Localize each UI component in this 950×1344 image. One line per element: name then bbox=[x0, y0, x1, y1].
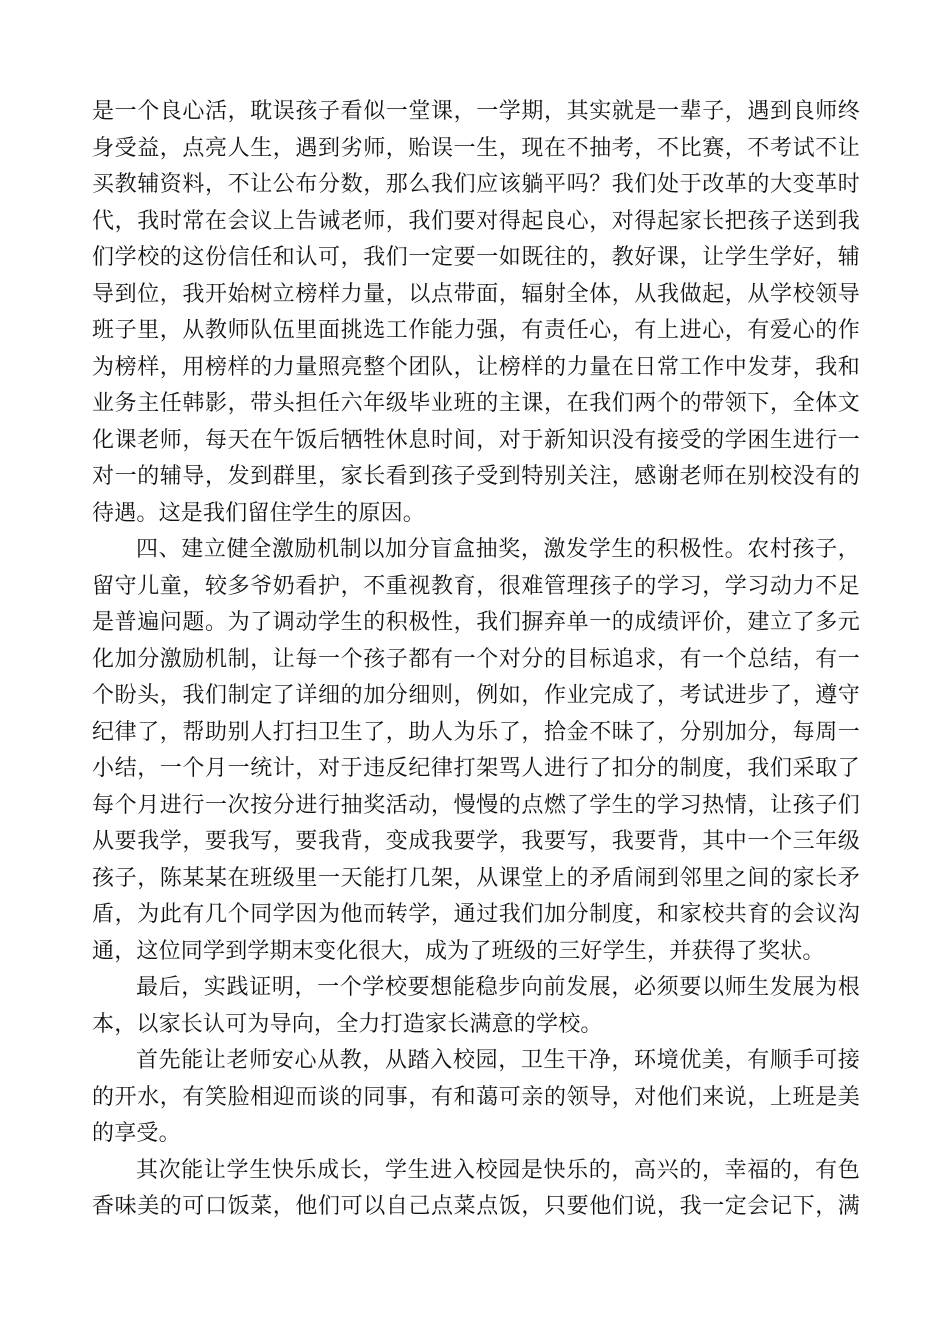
text-line: 对一的辅导，发到群里，家长看到孩子受到特别关注，感谢老师在别校没有的 bbox=[92, 464, 860, 489]
paragraph bbox=[92, 1043, 860, 1153]
text-line: 其次能让学生快乐成长，学生进入校园是快乐的，高兴的，幸福的，有色 bbox=[136, 1157, 860, 1183]
text-line: 为榜样，用榜样的力量照亮整个团队，让榜样的力量在日常工作中发芽，我和 bbox=[92, 354, 860, 380]
text-line: 班子里，从教师队伍里面挑选工作能力强，有责任心，有上进心，有爱心的作 bbox=[92, 318, 860, 343]
text-line: 业务主任韩影，带头担任六年级毕业班的主课，在我们两个的带领下，全体文 bbox=[92, 391, 860, 416]
text-line: 买教辅资料，不让公布分数，那么我们应该躺平吗？我们处于改革的大变革时 bbox=[92, 172, 860, 197]
text-line: 导到位，我开始树立榜样力量，以点带面，辐射全体，从我做起，从学校领导 bbox=[92, 281, 860, 307]
text-line: 四、建立健全激励机制以加分盲盒抽奖，激发学生的积极性。农村孩子， bbox=[136, 537, 860, 562]
text-line: 本，以家长认可为导向，全力打造家长满意的学校。 bbox=[92, 1011, 603, 1037]
text-line: 的开水，有笑脸相迎而谈的同事，有和蔼可亲的领导，对他们来说，上班是美 bbox=[92, 1084, 860, 1110]
text-line: 首先能让老师安心从教，从踏入校园，卫生干净，环境优美，有顺手可接 bbox=[136, 1048, 860, 1073]
text-line: 小结，一个月一统计，对于违反纪律打架骂人进行了扣分的制度，我们采取了 bbox=[92, 756, 860, 781]
text-line: 化加分激励机制，让每一个孩子都有一个对分的目标追求，有一个总结，有一 bbox=[92, 646, 860, 672]
paragraph bbox=[92, 94, 860, 532]
text-line: 孩子，陈某某在班级里一天能打几架，从课堂上的矛盾闹到邻里之间的家长矛 bbox=[92, 865, 860, 891]
text-line: 通，这位同学到学期末变化很大，成为了班级的三好学生，并获得了奖状。 bbox=[92, 938, 825, 964]
text-line: 化课老师，每天在午饭后牺牲休息时间，对于新知识没有接受的学困生进行一 bbox=[92, 427, 860, 453]
text-line: 是普遍问题。为了调动学生的积极性，我们摒弃单一的成绩评价，建立了多元 bbox=[92, 610, 860, 635]
paragraph bbox=[92, 1153, 860, 1226]
text-line: 从要我学，要我写，要我背，变成我要学，我要写，我要背，其中一个三年级 bbox=[92, 829, 860, 854]
text-line: 每个月进行一次按分进行抽奖活动，慢慢的点燃了学生的学习热情，让孩子们 bbox=[92, 792, 860, 818]
text-line: 是一个良心活，耽误孩子看似一堂课，一学期，其实就是一辈子，遇到良师终 bbox=[92, 99, 860, 124]
text-line: 代，我时常在会议上告诫老师，我们要对得起良心，对得起家长把孩子送到我 bbox=[92, 208, 860, 234]
paragraph bbox=[92, 532, 860, 970]
text-line: 待遇。这是我们留住学生的原因。 bbox=[92, 500, 426, 526]
text-line: 身受益，点亮人生，遇到劣师，贻误一生，现在不抽考，不比赛，不考试不让 bbox=[92, 135, 860, 161]
text-line: 盾，为此有几个同学因为他而转学，通过我们加分制度，和家校共育的会议沟 bbox=[92, 902, 860, 927]
text-line: 香味美的可口饭菜，他们可以自己点菜点饭，只要他们说，我一定会记下，满 bbox=[92, 1194, 860, 1219]
body-text bbox=[92, 94, 860, 1226]
text-line: 们学校的这份信任和认可，我们一定要一如既往的，教好课，让学生学好，辅 bbox=[92, 245, 860, 270]
text-line: 个盼头，我们制定了详细的加分细则，例如，作业完成了，考试进步了，遵守 bbox=[92, 683, 860, 708]
text-line: 的享受。 bbox=[92, 1121, 181, 1146]
text-line: 留守儿童，较多爷奶看护，不重视教育，很难管理孩子的学习，学习动力不足 bbox=[92, 573, 860, 599]
text-line: 最后，实践证明，一个学校要想能稳步向前发展，必须要以师生发展为根 bbox=[136, 975, 860, 1000]
text-line: 纪律了，帮助别人打扫卫生了，助人为乐了，拾金不昧了，分别加分，每周一 bbox=[92, 719, 860, 745]
paragraph bbox=[92, 970, 860, 1043]
